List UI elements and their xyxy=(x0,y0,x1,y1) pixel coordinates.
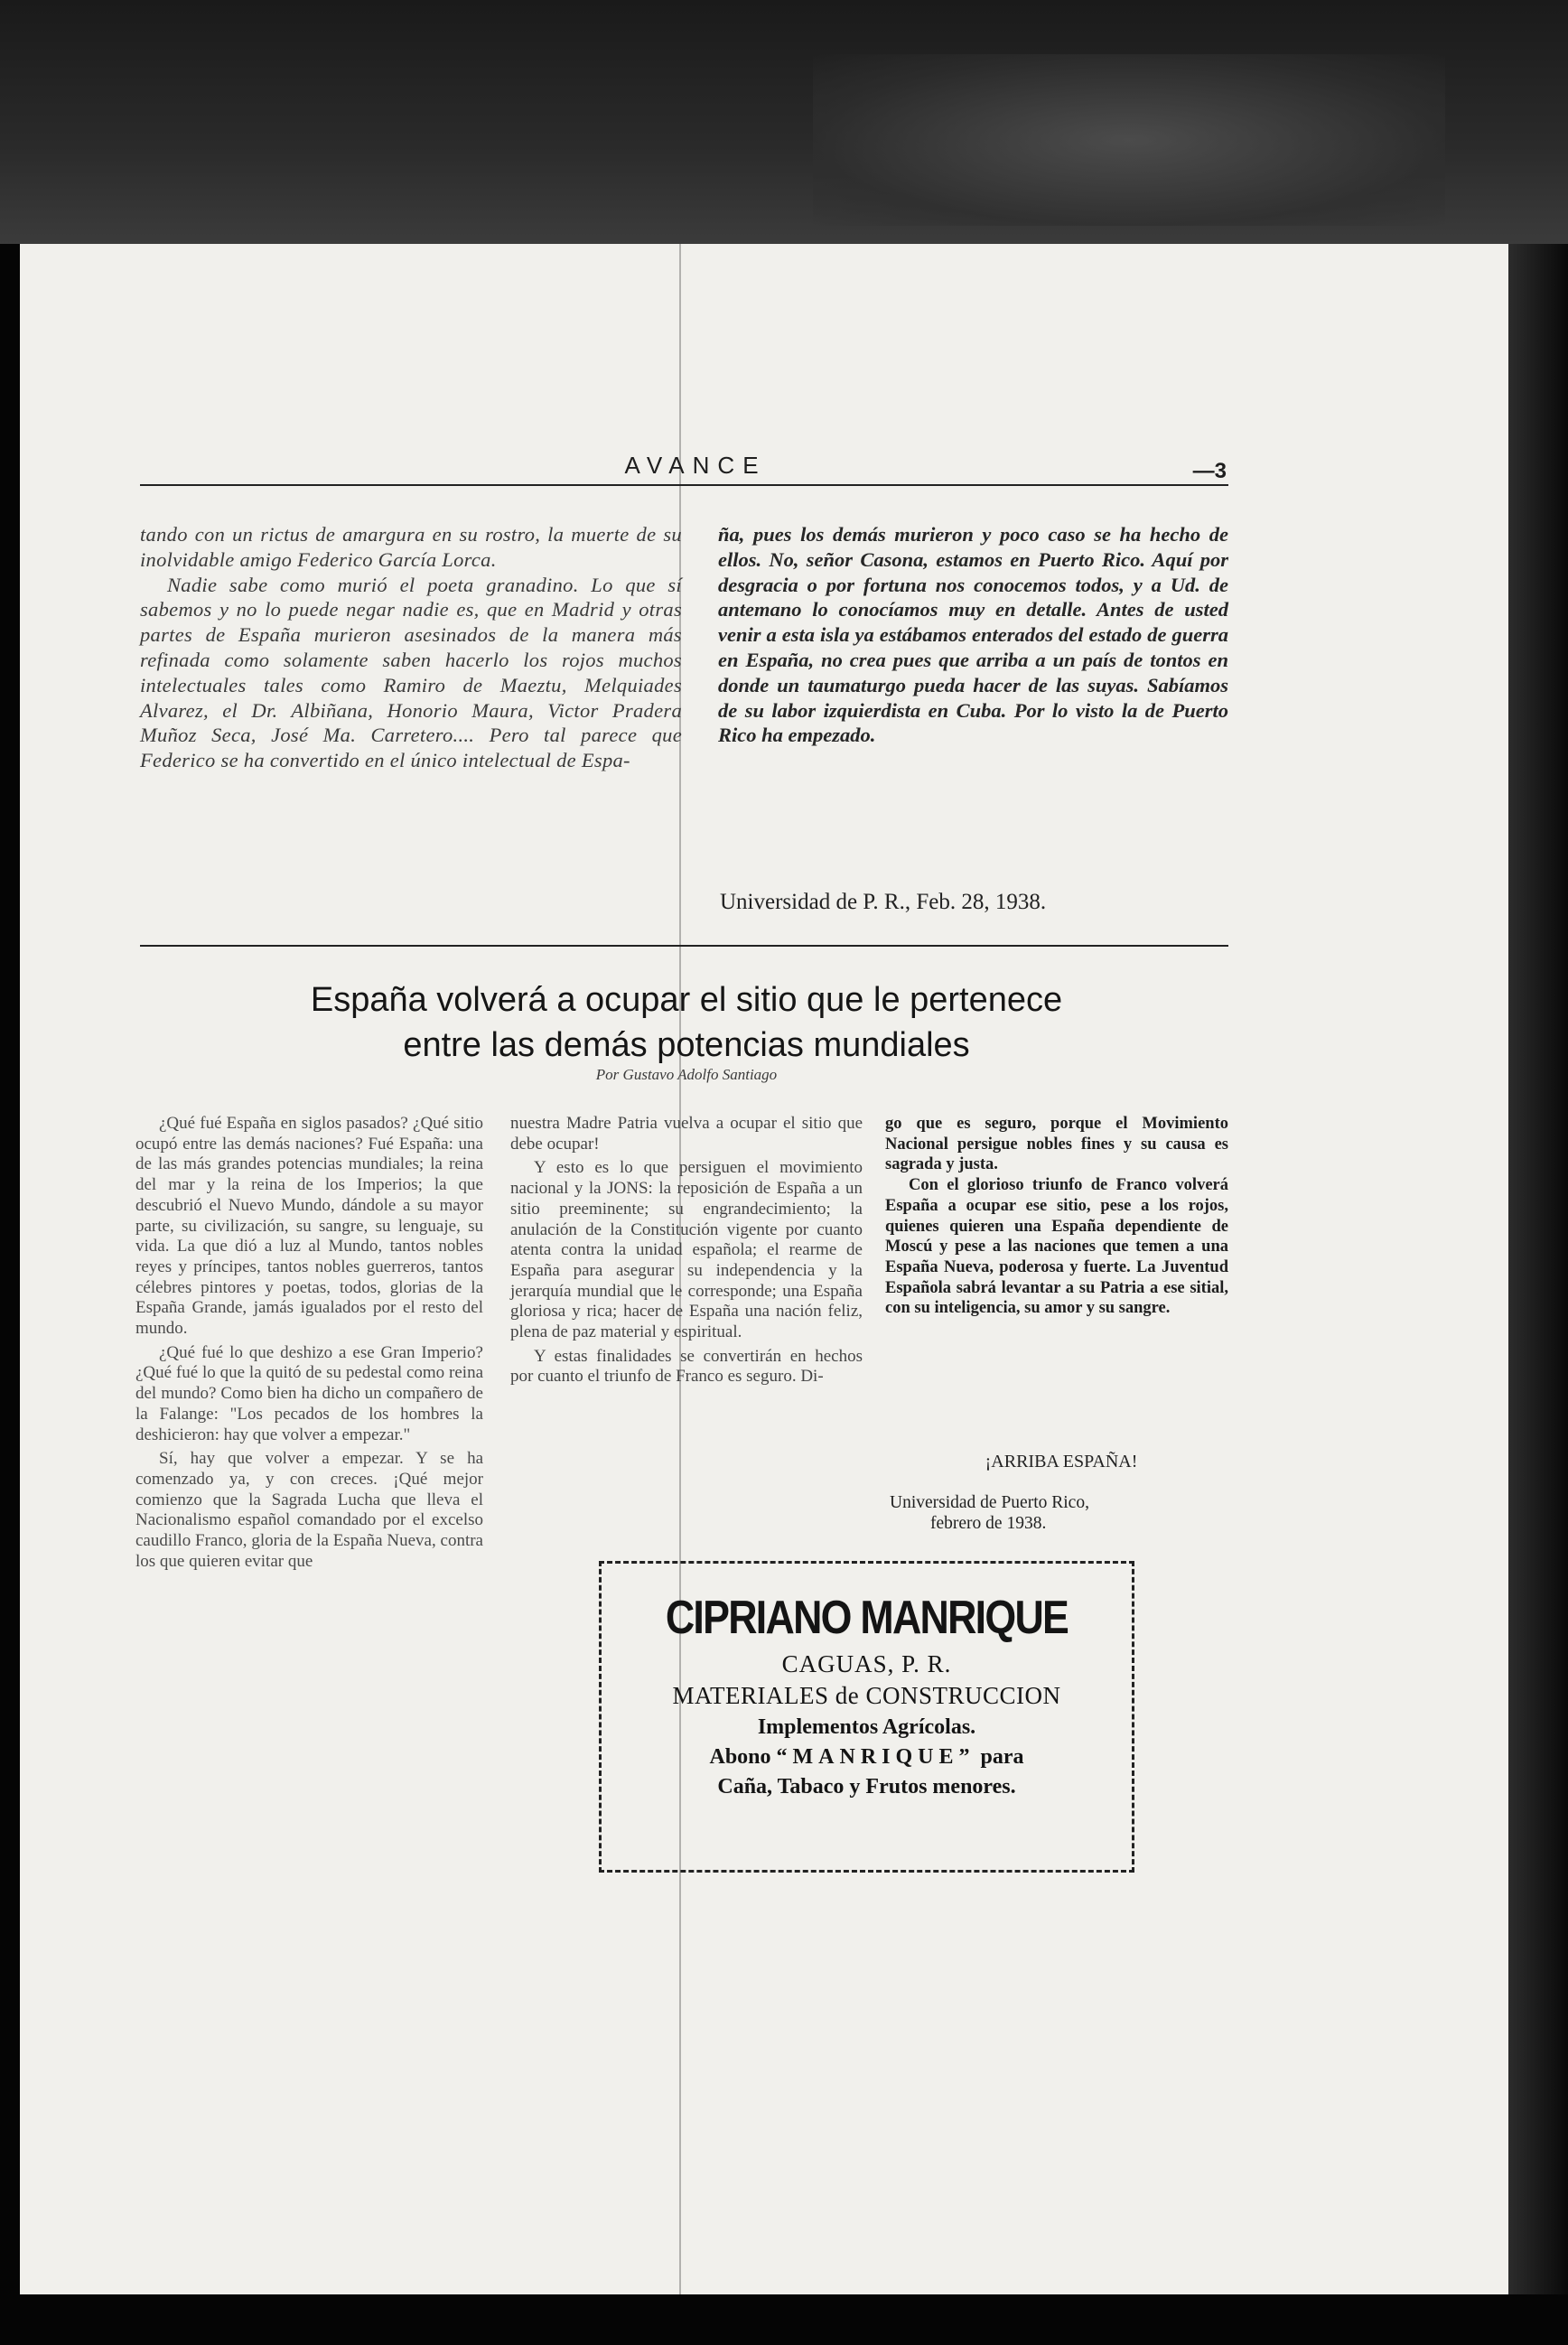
publication-masthead: AVANCE xyxy=(624,452,767,479)
page-number: —3 xyxy=(1192,459,1227,483)
top-article-left-column xyxy=(140,522,682,773)
header-rule xyxy=(140,484,1228,486)
paragraph: ¿Qué fué España en siglos pasados? ¿Qué sitio ocupó entre las demás naciones? Fué España: una de las más grandes potencias mundiales; la reina del mar y la reina de los Imperios; la que descubrió el Nuevo Mundo, dándole a su mayor parte, su civilización, su sangre, su lenguaje, su vida. La que dió a luz al Mundo, tantos nobles reyes y príncipes, tantos nobles guerreros, tantos célebres pintores y poetas, todos, glorias de la España Grande, jamás igualados por el resto del mundo. xyxy=(135,1114,483,1339)
article-column-3 xyxy=(885,1114,1228,1319)
top-article-signoff: Universidad de P. R., Feb. 28, 1938. xyxy=(720,890,1047,914)
article-byline: Por Gustavo Adolfo Santiago xyxy=(595,1066,778,1083)
paragraph: go que es seguro, porque el Movimiento Nacional persigue nobles fines y su causa es sagrada y justa. xyxy=(885,1115,1228,1174)
article-closing-slogan: ¡ARRIBA ESPAÑA! xyxy=(985,1452,1138,1471)
advertiser-crops: Caña, Tabaco y Frutos menores. xyxy=(717,1775,1016,1798)
article-signoff xyxy=(890,1492,1233,1534)
signoff-line: febrero de 1938. xyxy=(930,1514,1047,1533)
article-column-1 xyxy=(135,1114,483,1575)
paragraph: ña, pues los demás murieron y poco caso se ha hecho de ellos. No, señor Casona, estamos en Puerto Rico. Aquí por desgracia o por fortuna nos conocemos todos, y a Ud. de antemano lo conocíamos muy en detalle. Antes de usted venir a esta isla ya estábamos enterados del estado de guerra en España, no crea pues que arriba a un país de tontos en donde un taumaturgo pueda hacer de las suyas. Sabíamos de su labor izquierdista en Cuba. Por lo visto la de Puerto Rico ha empezado. xyxy=(718,523,1228,747)
fertilizer-prefix: Abono xyxy=(709,1745,771,1769)
advertiser-tools: Implementos Agrícolas. xyxy=(757,1715,976,1739)
top-article-right-column xyxy=(718,522,1228,748)
signoff-line: Universidad de Puerto Rico, xyxy=(890,1493,1089,1512)
film-border-top xyxy=(0,0,1568,244)
advertiser-name: CIPRIANO MANRIQUE xyxy=(665,1592,1069,1644)
fertilizer-suffix: para xyxy=(980,1745,1024,1769)
paragraph: Nadie sabe como murió el poeta granadino. Lo que sí sabemos y no lo puede negar nadie es, que en Madrid y otras partes de España murieron asesinados de la manera más refinada como solamente saben hacerlo los rojos muchos intelectuales tales como Ramiro de Maeztu, Melquiades Alvarez, el Dr. Albiñana, Honorio Maura, Victor Pradera Muñoz Seca, José Ma. Carretero.... Pero tal parece que Federico se ha convertido en el único intelectual de Espa- xyxy=(140,573,682,772)
film-border-bottom xyxy=(0,2294,1568,2345)
section-divider-rule xyxy=(140,945,1228,947)
fertilizer-brand: “MANRIQUE” xyxy=(776,1745,975,1769)
article-column-2 xyxy=(510,1114,863,1391)
paragraph: Sí, hay que volver a empezar. Y se ha comenzado ya, y con creces. ¡Qué mejor comienzo que la Sagrada Lucha que lleva el Nacionalismo español comandado por el excelso caudillo Franco, gloria de la España Nueva, contra los que quieren evitar que xyxy=(135,1449,483,1571)
paragraph: Y estas finalidades se convertirán en hechos por cuanto el triunfo de Franco es seguro. Di- xyxy=(510,1346,863,1387)
advertiser-trade: MATERIALES de CONSTRUCCION xyxy=(672,1682,1061,1709)
film-border-left xyxy=(0,244,20,2345)
advertisement-box xyxy=(599,1561,1134,1873)
film-border-right xyxy=(1508,244,1568,2345)
paragraph: Y esto es lo que persiguen el movimiento nacional y la JONS: la reposición de España a un sitio preeminente; su engrandecimiento; la anulación de la Constitución vigente por cuanto atenta contra la unidad española; el rearme de España para asegurar su independencia y la jerarquía mundial que le corresponde; una España gloriosa y rica; hacer de España una nación feliz, plena de paz material y espiritual. xyxy=(510,1158,863,1342)
paragraph: nuestra Madre Patria vuelva a ocupar el sitio que debe ocupar! xyxy=(510,1114,863,1154)
headline-line: España volverá a ocupar el sitio que le pertenece xyxy=(310,981,1063,1019)
article-headline xyxy=(145,977,1228,1068)
headline-line: entre las demás potencias mundiales xyxy=(403,1026,970,1064)
advertiser-location: CAGUAS, P. R. xyxy=(781,1650,952,1677)
paragraph: tando con un rictus de amargura en su rostro, la muerte de su inolvidable amigo Federico García Lorca. xyxy=(140,523,682,571)
paragraph: Con el glorioso triunfo de Franco volverá España a ocupar ese sitio, pese a los rojos, quienes quieren una España dependiente de Moscú y pese a las naciones que temen a una España Nueva, poderosa y fuerte. La Juventud Española sabrá levantar a su Patria a ese sitial, con su inteligencia, su amor y su sangre. xyxy=(885,1176,1228,1318)
paragraph: ¿Qué fué lo que deshizo a ese Gran Imperio? ¿Qué fué lo que la quitó de su pedestal como reina del mundo? Como bien ha dicho un compañero de la Falange: "Los pecados de los hombres la deshicieron: hay que volver a empezar." xyxy=(135,1342,483,1444)
advertiser-fertilizer xyxy=(602,1745,1132,1770)
